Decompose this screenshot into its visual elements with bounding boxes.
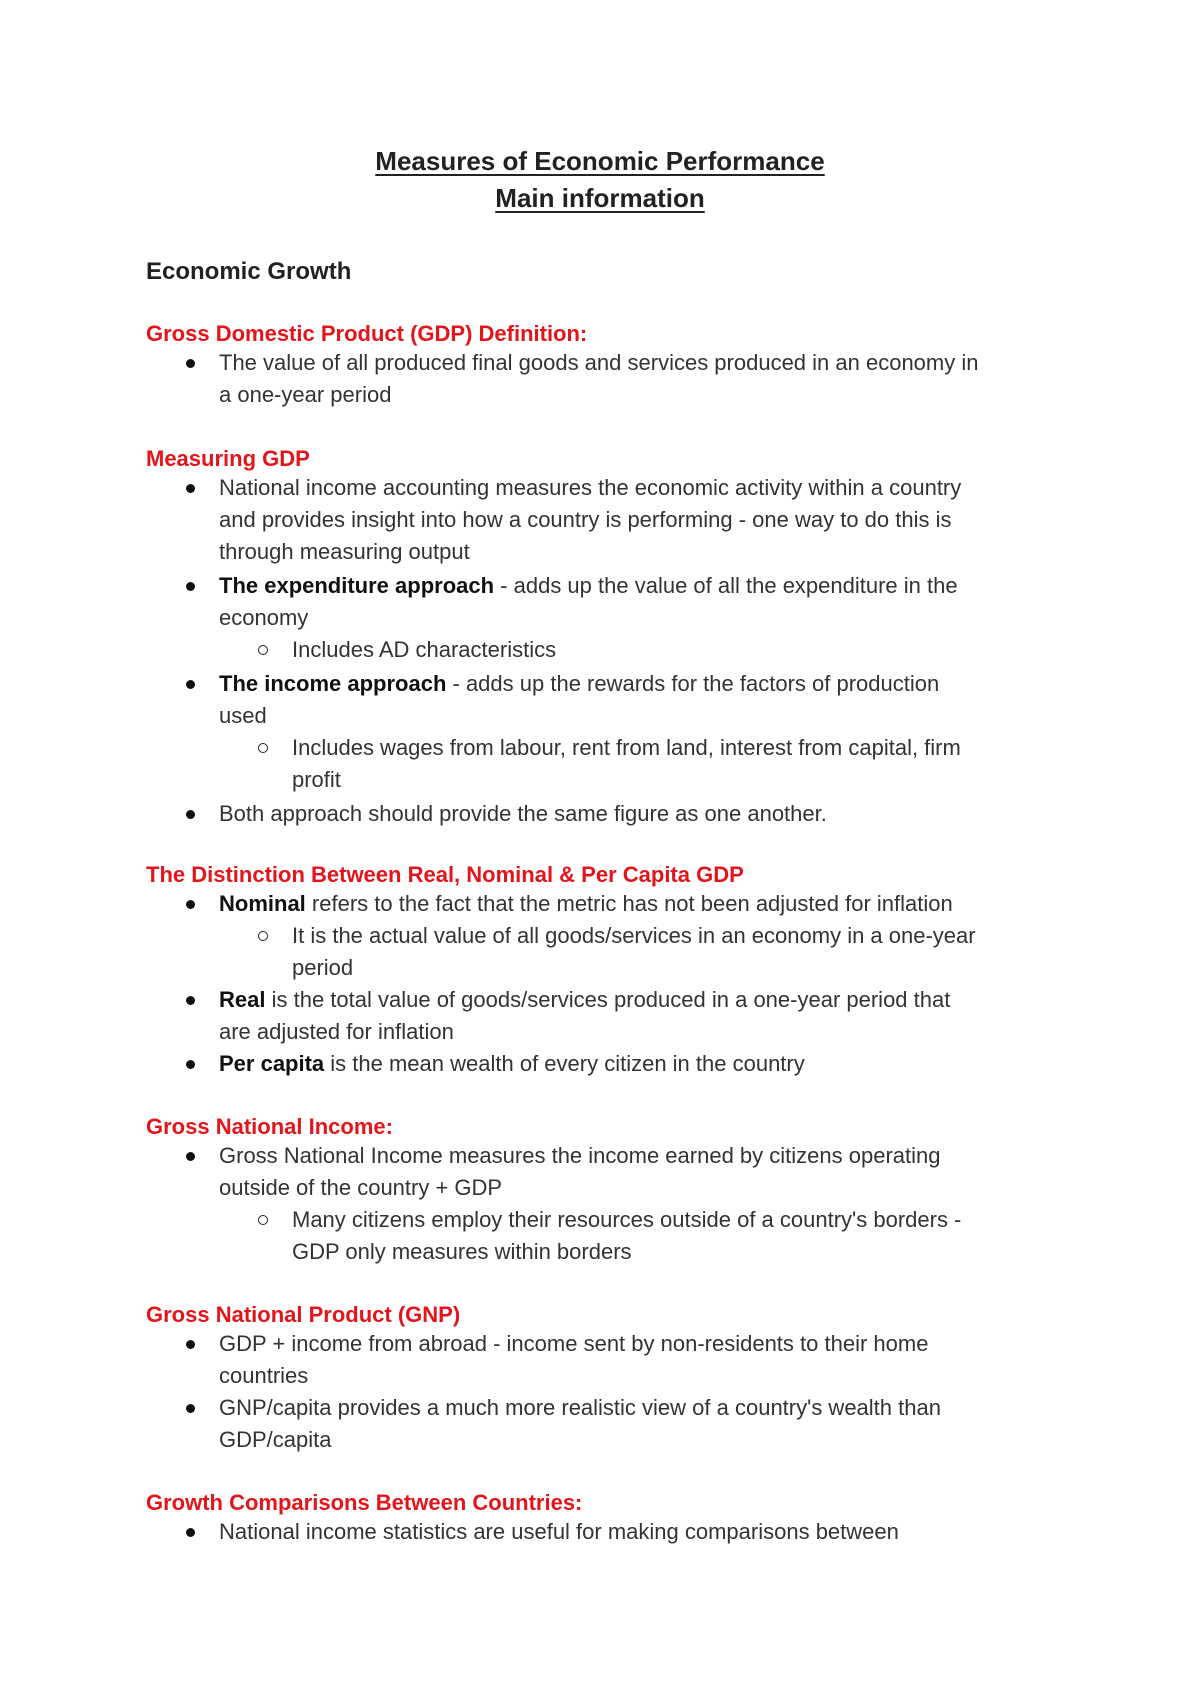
- term-per-capita: Per capita: [219, 1051, 325, 1076]
- term-expenditure-approach: The expenditure approach: [219, 573, 495, 598]
- list-item-text: outside of the country + GDP: [219, 1175, 503, 1200]
- term-income-approach: The income approach: [219, 671, 447, 696]
- list-item-text: GNP/capita provides a much more realistic view of a country's wealth than: [219, 1395, 941, 1420]
- sub-list-item-text: GDP only measures within borders: [292, 1239, 632, 1264]
- bullet-icon: [186, 1060, 195, 1069]
- list-item-text: economy: [219, 605, 309, 630]
- sub-list-item-text: Includes AD characteristics: [292, 637, 557, 662]
- list-item-text: [219, 1051, 805, 1077]
- bullet-icon: [186, 359, 195, 368]
- heading-measuring-gdp: Measuring GDP: [146, 446, 310, 471]
- list-item-text: - adds up the value of all the expenditure in the: [494, 573, 958, 598]
- sub-list-item-text: Includes wages from labour, rent from land, interest from capital, firm: [292, 735, 961, 760]
- bullet-icon: [186, 996, 195, 1005]
- bullet-icon: [186, 900, 195, 909]
- list-item-text: [219, 671, 939, 697]
- list-item-text: [219, 987, 950, 1013]
- list-item-text: refers to the fact that the metric has not been adjusted for inflation: [305, 891, 953, 916]
- list-item-text: through measuring output: [219, 539, 470, 564]
- heading-gross-national-income: Gross National Income:: [146, 1114, 393, 1139]
- list-item-text: National income accounting measures the economic activity within a country: [219, 475, 962, 500]
- section-title-economic-growth: Economic Growth: [146, 258, 352, 285]
- list-item-text: GDP + income from abroad - income sent by non-residents to their home: [219, 1331, 929, 1356]
- list-item-text: are adjusted for inflation: [219, 1019, 454, 1044]
- list-item-text: Both approach should provide the same figure as one another.: [219, 801, 827, 826]
- document-title: Measures of Economic Performance: [375, 146, 825, 176]
- sub-bullet-icon: [258, 645, 268, 655]
- sub-list-item-text: profit: [292, 767, 341, 792]
- bullet-icon: [186, 1152, 195, 1161]
- term-real: Real: [219, 987, 266, 1012]
- bullet-icon: [186, 1404, 195, 1413]
- bullet-icon: [186, 484, 195, 493]
- heading-gdp-definition: Gross Domestic Product (GDP) Definition:: [146, 321, 588, 346]
- sub-list-item-text: Many citizens employ their resources outside of a country's borders -: [292, 1207, 962, 1232]
- bullet-icon: [186, 582, 195, 591]
- list-item-text: is the mean wealth of every citizen in the country: [324, 1051, 805, 1076]
- list-item-text: The value of all produced final goods and services produced in an economy in: [219, 350, 979, 375]
- document-subtitle: Main information: [495, 183, 705, 213]
- list-item-text: National income statistics are useful for making comparisons between: [219, 1519, 899, 1544]
- list-item-text: Gross National Income measures the income earned by citizens operating: [219, 1143, 941, 1168]
- sub-bullet-icon: [258, 931, 268, 941]
- list-item-text: used: [219, 703, 267, 728]
- heading-real-nominal-per-capita: The Distinction Between Real, Nominal & Per Capita GDP: [146, 862, 744, 887]
- heading-growth-comparisons: Growth Comparisons Between Countries:: [146, 1490, 583, 1515]
- list-item-text: is the total value of goods/services produced in a one-year period that: [265, 987, 951, 1012]
- bullet-icon: [186, 810, 195, 819]
- sub-bullet-icon: [258, 1215, 268, 1225]
- sub-bullet-icon: [258, 743, 268, 753]
- list-item-text: [219, 891, 953, 917]
- bullet-icon: [186, 680, 195, 689]
- list-item-text: - adds up the rewards for the factors of production: [446, 671, 940, 696]
- list-item-text: [219, 573, 958, 599]
- sub-list-item-text: period: [292, 955, 354, 980]
- list-item-text: a one-year period: [219, 382, 392, 407]
- term-nominal: Nominal: [219, 891, 306, 916]
- bullet-icon: [186, 1528, 195, 1537]
- list-item-text: countries: [219, 1363, 309, 1388]
- heading-gross-national-product: Gross National Product (GNP): [146, 1302, 461, 1327]
- sub-list-item-text: It is the actual value of all goods/services in an economy in a one-year: [292, 923, 976, 948]
- list-item-text: and provides insight into how a country is performing - one way to do this is: [219, 507, 952, 532]
- bullet-icon: [186, 1340, 195, 1349]
- list-item-text: GDP/capita: [219, 1427, 332, 1452]
